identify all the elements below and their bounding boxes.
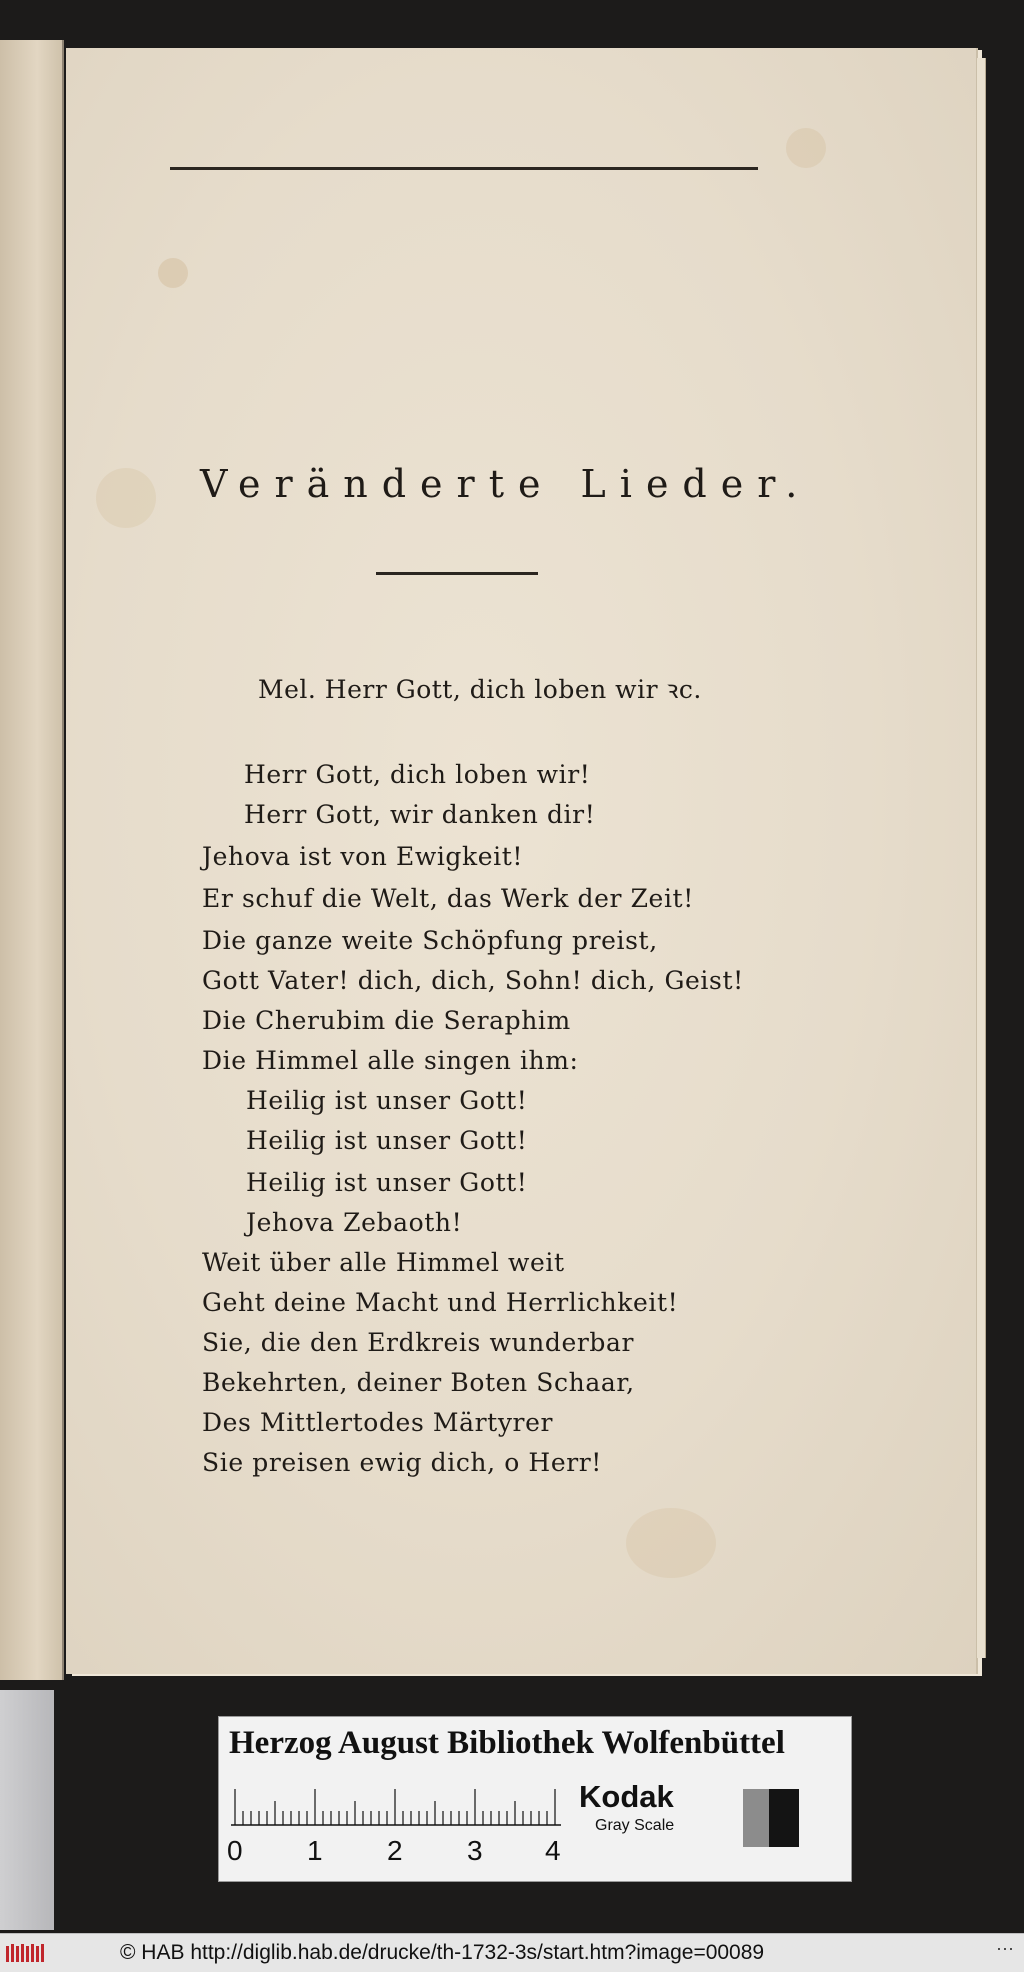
verse-line: Die Cherubim die Seraphim <box>202 1006 571 1035</box>
title-rule <box>376 572 538 575</box>
verse-line: Herr Gott, wir danken dir! <box>244 800 596 829</box>
ruler-scale <box>231 1787 561 1827</box>
verse-line: Heilig ist unser Gott! <box>246 1086 528 1115</box>
color-calibration-bar <box>218 1716 852 1882</box>
verse-line: Er schuf die Welt, das Werk der Zeit! <box>202 884 694 913</box>
adjacent-page-edge <box>0 40 64 1680</box>
verse-line: Sie preisen ewig dich, o Herr! <box>202 1448 602 1477</box>
ruler-label: 3 <box>467 1835 483 1866</box>
melody-line: Mel. Herr Gott, dich loben wir ꝛc. <box>258 675 702 704</box>
verse-line: Die ganze weite Schöpfung preist, <box>202 926 658 955</box>
gray-patch-dark <box>769 1789 799 1847</box>
verse-line: Sie, die den Erdkreis wunderbar <box>202 1328 635 1357</box>
verse-line: Jehova Zebaoth! <box>246 1208 463 1237</box>
verse-line: Heilig ist unser Gott! <box>246 1168 528 1197</box>
verse-line: Gott Vater! dich, dich, Sohn! dich, Geist! <box>202 966 744 995</box>
verse-line: Heilig ist unser Gott! <box>246 1126 528 1155</box>
verse-line: Bekehrten, deiner Boten Schaar, <box>202 1368 635 1397</box>
verse-line: Die Himmel alle singen ihm: <box>202 1046 579 1075</box>
verse-line: Des Mittlertodes Märtyrer <box>202 1408 554 1437</box>
ruler-label: 4 <box>545 1835 561 1866</box>
verse-line: Jehova ist von Ewigkeit! <box>202 842 524 871</box>
hab-logo-icon <box>6 1942 46 1964</box>
library-name: Herzog August Bibliothek Wolfenbüttel <box>229 1725 785 1761</box>
page-title: Veränderte Lieder. <box>200 462 812 506</box>
ruler-label: 0 <box>227 1835 243 1866</box>
verse-line: Geht deine Macht und Herrlichkeit! <box>202 1288 679 1317</box>
kodak-logo: Kodak <box>579 1779 674 1814</box>
top-rule <box>170 167 758 170</box>
verse-line: Weit über alle Himmel weit <box>202 1248 565 1277</box>
ruler-label: 2 <box>387 1835 403 1866</box>
source-link[interactable]: © HAB http://diglib.hab.de/drucke/th-1732-3s/start.htm?image=00089 <box>120 1941 765 1964</box>
ruler-label: 1 <box>307 1835 323 1866</box>
more-options-icon[interactable]: ··· <box>996 1938 1014 1958</box>
gray-scale-label: Gray Scale <box>595 1817 675 1834</box>
book-spine-label <box>0 1690 54 1930</box>
viewer-footer <box>0 1933 1024 1972</box>
gray-patch-light <box>743 1789 769 1847</box>
verse-line: Herr Gott, dich loben wir! <box>244 760 591 789</box>
